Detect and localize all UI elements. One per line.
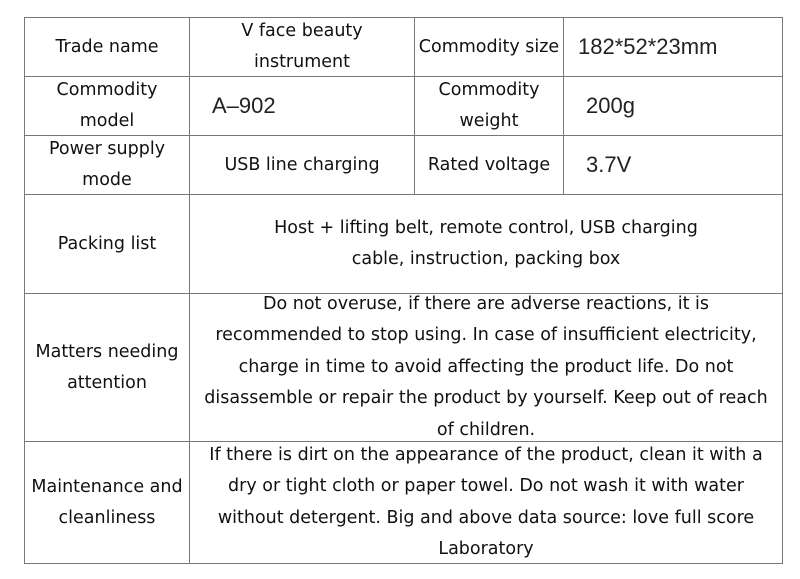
- maintenance-value: If there is dirt on the appearance of the product, clean it with a dry or tight cloth or paper towel. Do not wash it with water without detergent. Big and above data source: love full score Laboratory: [189, 441, 783, 564]
- commodity-size-label: Commodity size: [414, 17, 564, 77]
- power-supply-mode-value: USB line charging: [189, 135, 415, 195]
- commodity-weight-label: Commodity weight: [414, 76, 564, 136]
- commodity-model-value: A–902: [189, 76, 415, 136]
- trade-name-value: V face beauty instrument: [189, 17, 415, 77]
- maintenance-label: Maintenance and cleanliness: [24, 441, 190, 564]
- attention-value: Do not overuse, if there are adverse reactions, it is recommended to stop using. In case of insufficient electricity, charge in time to avoid affecting the product life. Do not disassemble or repair the product by yourself. Keep out of reach of children.: [189, 293, 783, 442]
- packing-list-value: Host + lifting belt, remote control, USB charging cable, instruction, packing box: [189, 194, 783, 294]
- rated-voltage-value: 3.7V: [563, 135, 783, 195]
- packing-list-label: Packing list: [24, 194, 190, 294]
- commodity-weight-value: 200g: [563, 76, 783, 136]
- trade-name-label: Trade name: [24, 17, 190, 77]
- power-supply-mode-label: Power supply mode: [24, 135, 190, 195]
- rated-voltage-label: Rated voltage: [414, 135, 564, 195]
- commodity-size-value: 182*52*23mm: [563, 17, 783, 77]
- commodity-model-label: Commodity model: [24, 76, 190, 136]
- attention-label: Matters needing attention: [24, 293, 190, 442]
